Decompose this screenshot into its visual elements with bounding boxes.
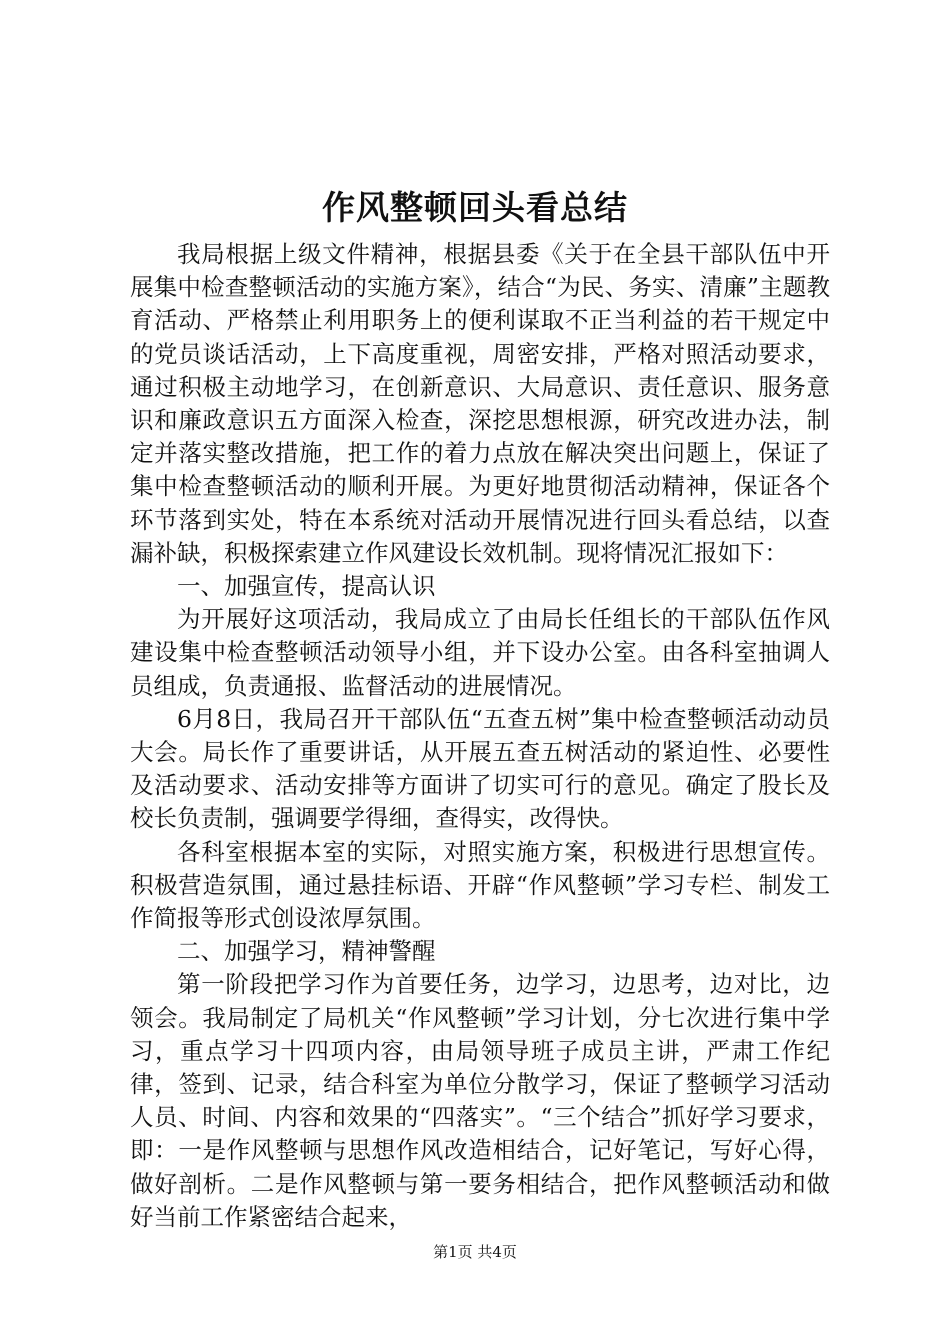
document-body [130,238,830,1234]
page-number: 第1页 共4页 [433,1243,517,1261]
document-title: 作风整顿回头看总结 [322,188,628,227]
intro-paragraph: 我局根据上级文件精神，根据县委《关于在全县干部队伍中开展集中检查整顿活动的实施方案》，结合“为民、务实、清廉”主题教育活动、严格禁止利用职务上的便利谋取不正当利益的若干规定中的党员谈话活动，上下高度重视，周密安排，严格对照活动要求，通过积极主动地学习，在创新意识、大局意识、责任意识、服务意识和廉政意识五方面深入检查，深挖思想根源，研究改进办法，制定并落实整改措施，把工作的着力点放在解决突出问题上，保证了集中检查整顿活动的顺利开展。为更好地贯彻活动精神，保证各个环节落到实处，特在本系统对活动开展情况进行回头看总结，以查漏补缺，积极探索建立作风建设长效机制。现将情况汇报如下： [130,240,830,567]
body-paragraph: 第一阶段把学习作为首要任务，边学习，边思考，边对比，边领会。我局制定了局机关“作风整顿”学习计划，分七次进行集中学习，重点学习十四项内容，由局领导班子成员主讲，严肃工作纪律，签到、记录，结合科室为单位分散学习，保证了整顿学习活动人员、时间、内容和效果的“四落实”。“三个结合”抓好学习要求，即：一是作风整顿与思想作风改造相结合，记好笔记，写好心得，做好剖析。二是作风整顿与第一要务相结合，把作风整顿活动和做好当前工作紧密结合起来， [130,970,830,1231]
section-heading-2: 二、加强学习，精神警醒 [177,937,436,966]
body-paragraph: 各科室根据本室的实际，对照实施方案，积极进行思想宣传。积极营造氛围，通过悬挂标语、开辟“作风整顿”学习专栏、制发工作简报等形式创设浓厚氛围。 [130,837,830,933]
body-paragraph: 为开展好这项活动，我局成立了由局长任组长的干部队伍作风建设集中检查整顿活动领导小组，并下设办公室。由各科室抽调人员组成，负责通报、监督活动的进展情况。 [130,605,830,700]
section-heading-1: 一、加强宣传，提高认识 [177,572,436,601]
body-paragraph: 6月8日，我局召开干部队伍“五查五树”集中检查整顿活动动员大会。局长作了重要讲话，从开展五查五树活动的紧迫性、必要性及活动要求、活动安排等方面讲了切实可行的意见。确定了股长及校长负责制，强调要学得细，查得实，改得快。 [130,704,830,833]
